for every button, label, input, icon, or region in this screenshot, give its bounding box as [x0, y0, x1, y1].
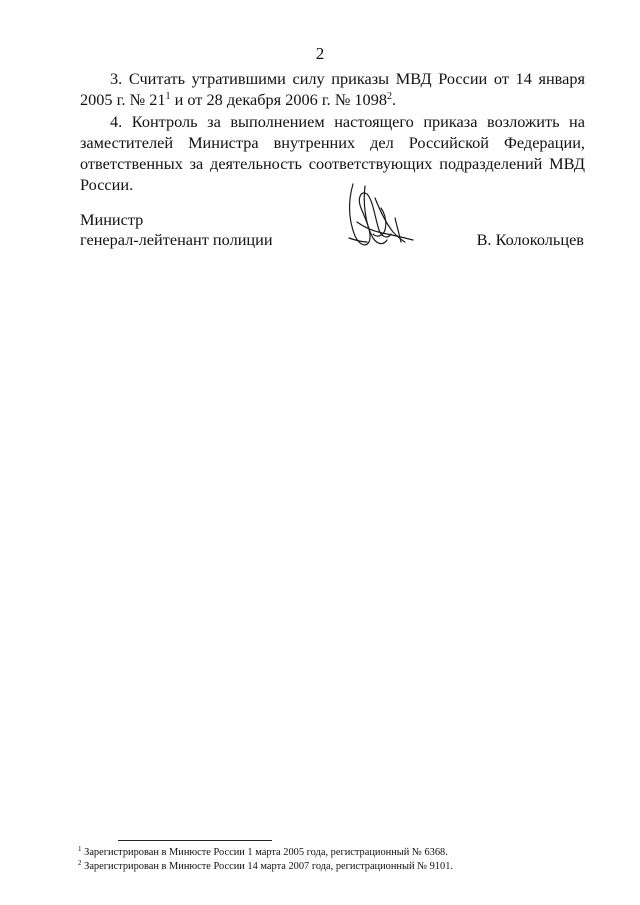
- footnote-1-marker: 1: [78, 845, 82, 853]
- paragraph-3-text-b: и от 28 декабря 2006 г. № 1098: [170, 90, 387, 109]
- footnotes: [78, 846, 453, 874]
- paragraph-3: [80, 68, 585, 110]
- footnote-2-marker: 2: [78, 859, 82, 867]
- signatory-name: В. Колокольцев: [476, 230, 584, 249]
- footnote-separator: [118, 840, 272, 841]
- footnote-2-text: Зарегистрирован в Минюсте России 14 марта 2007 года, регистрационный № 9101.: [84, 861, 454, 872]
- footnote-2: [78, 860, 453, 874]
- signatory-rank: генерал-лейтенант полиции: [80, 230, 273, 249]
- paragraph-3-text-c: .: [391, 90, 397, 109]
- paragraph-4: 4. Контроль за выполнением настоящего приказа возложить на заместителей Министра внутренних дел Российской Федерации, ответственных за деятельность соответствующих подразделений МВД России.: [80, 112, 585, 194]
- footnote-1: [78, 846, 453, 860]
- page-number: 2: [315, 44, 325, 63]
- footnote-ref-1: 1: [165, 91, 171, 102]
- paragraph-3-text-a: 3. Считать утратившими силу приказы МВД России от 14 января 2005 г. № 21: [80, 69, 585, 109]
- handwritten-signature: [335, 178, 425, 258]
- signatory-title: [80, 210, 273, 250]
- signatory-position: Министр: [80, 210, 144, 229]
- footnote-ref-2: 2: [386, 91, 392, 102]
- footnote-1-text: Зарегистрирован в Минюсте России 1 марта 2005 года, регистрационный № 6368.: [84, 847, 448, 858]
